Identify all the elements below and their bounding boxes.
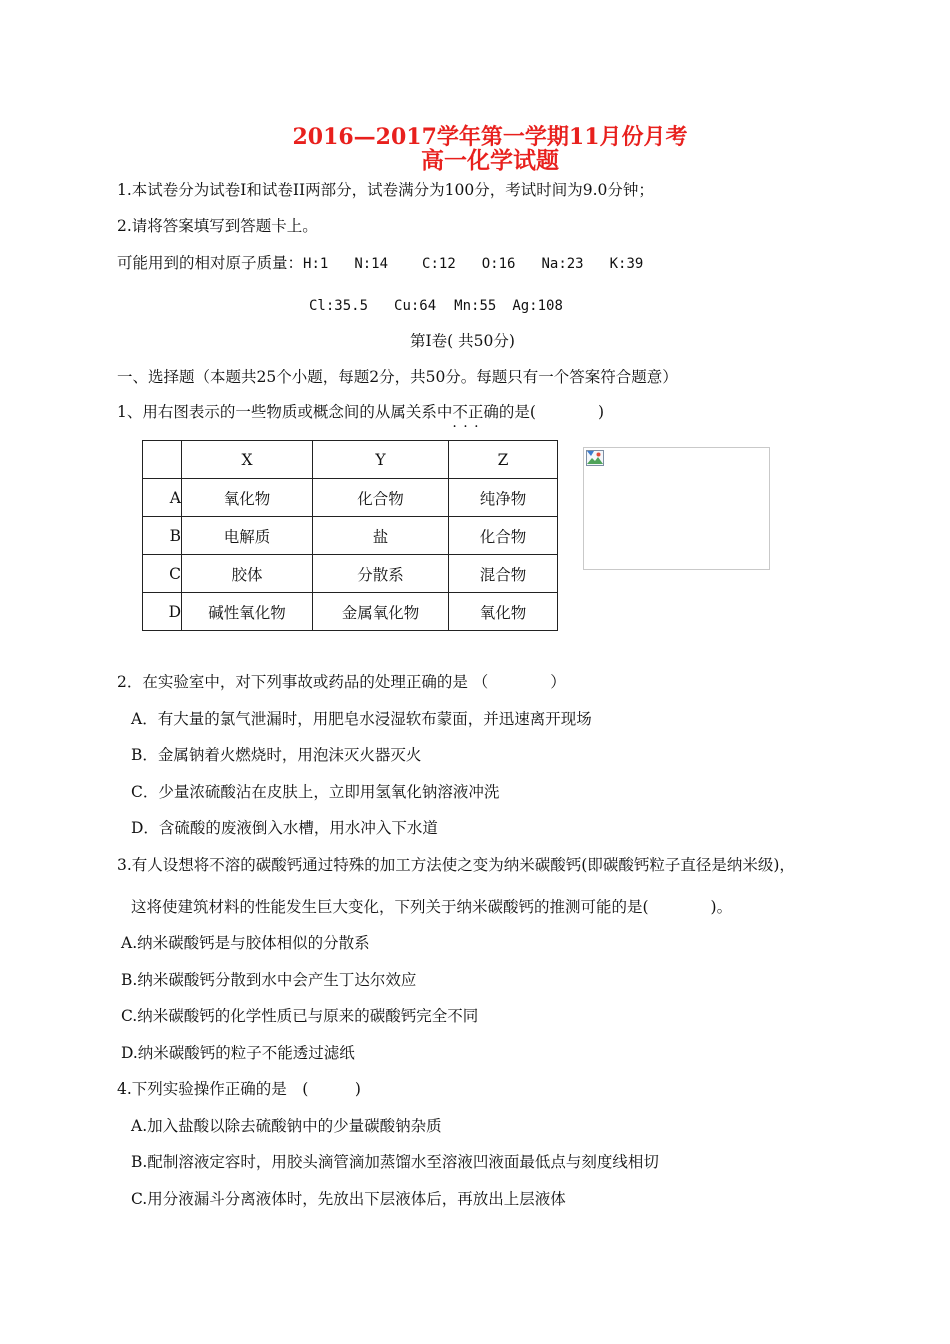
atomic-mass-line-1 xyxy=(117,253,643,274)
q4-stem: 4.下列实验操作正确的是 ( ) xyxy=(117,1080,361,1098)
atomic-mass-o: O:16 xyxy=(481,256,516,272)
q1-stem-prefix: 1、用右图表示的一些物质或概念间的从属关系中 xyxy=(117,403,453,421)
table-cell: 化合物 xyxy=(313,479,449,517)
table-header-cell: X xyxy=(182,441,313,479)
table-cell: B xyxy=(143,517,182,555)
atomic-mass-cu: Cu:64 xyxy=(394,298,437,314)
atomic-mass-line-2 xyxy=(309,295,563,316)
table-cell: C xyxy=(143,555,182,593)
atomic-mass-h: H:1 xyxy=(303,256,329,272)
table-row xyxy=(143,479,558,517)
atomic-mass-k: K:39 xyxy=(609,256,644,272)
atomic-mass-ag: Ag:108 xyxy=(512,298,563,314)
table-cell: 胶体 xyxy=(182,555,313,593)
table-cell: D xyxy=(143,593,182,631)
table-header-cell: Y xyxy=(313,441,449,479)
atomic-mass-na: Na:23 xyxy=(541,256,584,272)
q3-option-a: A.纳米碳酸钙是与胶体相似的分散系 xyxy=(121,934,370,952)
q3-option-b: B.纳米碳酸钙分散到水中会产生丁达尔效应 xyxy=(121,971,417,989)
table-row xyxy=(143,593,558,631)
q3-option-d: D.纳米碳酸钙的粒子不能透过滤纸 xyxy=(121,1044,355,1062)
q2-option-b: B．金属钠着火燃烧时，用泡沫灭火器灭火 xyxy=(131,746,422,764)
table-cell: 碱性氧化物 xyxy=(182,593,313,631)
broken-image-icon xyxy=(586,450,604,466)
q1-stem xyxy=(117,402,604,422)
table-row xyxy=(143,517,558,555)
q2-option-c: C．少量浓硫酸沾在皮肤上，立即用氢氧化钠溶液冲洗 xyxy=(131,783,500,801)
table-row xyxy=(143,441,558,479)
exam-title: 2016—2017学年第一学期11月份月考 xyxy=(292,124,688,150)
q4-option-a: A.加入盐酸以除去硫酸钠中的少量碳酸钠杂质 xyxy=(131,1117,442,1135)
q2-option-a: A．有大量的氯气泄漏时，用肥皂水浸湿软布蒙面，并迅速离开现场 xyxy=(131,710,592,728)
q2-stem: 2．在实验室中，对下列事故或药品的处理正确的是 （ ） xyxy=(117,673,566,691)
table-cell: 氧化物 xyxy=(449,593,558,631)
table-cell: 纯净物 xyxy=(449,479,558,517)
atomic-mass-label: 可能用到的相对原子质量： xyxy=(117,254,304,272)
q4-option-b: B.配制溶液定容时，用胶头滴管滴加蒸馏水至溶液凹液面最低点与刻度线相切 xyxy=(131,1153,659,1171)
table-header-cell xyxy=(143,441,182,479)
q1-stem-emphasis: 不正确 · · · xyxy=(452,403,499,421)
atomic-mass-n: N:14 xyxy=(354,256,389,272)
atomic-mass-cl: Cl:35.5 xyxy=(309,298,369,314)
table-cell: 金属氧化物 xyxy=(313,593,449,631)
table-cell: 氧化物 xyxy=(182,479,313,517)
atomic-mass-c: C:12 xyxy=(422,256,456,272)
q3-stem-line-1: 3.有人设想将不溶的碳酸钙通过特殊的加工方法使之变为纳米碳酸钙(即碳酸钙粒子直径是纳米级)， xyxy=(117,856,795,874)
q1-figure-placeholder xyxy=(583,447,770,570)
table-cell: 分散系 xyxy=(313,555,449,593)
q1-table xyxy=(142,440,558,631)
table-cell: 化合物 xyxy=(449,517,558,555)
note-1: 1.本试卷分为试卷Ⅰ和试卷II两部分，试卷满分为100分，考试时间为9.0分钟； xyxy=(117,181,654,199)
q3-option-c: C.纳米碳酸钙的化学性质已与原来的碳酸钙完全不同 xyxy=(121,1007,479,1025)
table-cell: A xyxy=(143,479,182,517)
table-cell: 盐 xyxy=(313,517,449,555)
section-heading: 一、选择题（本题共25个小题，每题2分，共50分。每题只有一个答案符合题意） xyxy=(117,368,678,386)
table-row xyxy=(143,555,558,593)
q4-option-c: C.用分液漏斗分离液体时，先放出下层液体后，再放出上层液体 xyxy=(131,1190,566,1208)
table-cell: 电解质 xyxy=(182,517,313,555)
q2-option-d: D．含硫酸的废液倒入水槽，用水冲入下水道 xyxy=(131,819,438,837)
atomic-mass-mn: Mn:55 xyxy=(454,298,497,314)
table-header-cell: Z xyxy=(449,441,558,479)
volume-heading: 第Ⅰ卷( 共50分) xyxy=(410,332,515,350)
table-cell: 混合物 xyxy=(449,555,558,593)
q3-stem-line-2: 这将使建筑材料的性能发生巨大变化，下列关于纳米碳酸钙的推测可能的是( )。 xyxy=(131,898,733,916)
exam-subtitle: 高一化学试题 xyxy=(421,147,559,174)
note-2: 2.请将答案填写到答题卡上。 xyxy=(117,217,318,235)
q1-stem-suffix: 的是( ) xyxy=(498,403,604,421)
